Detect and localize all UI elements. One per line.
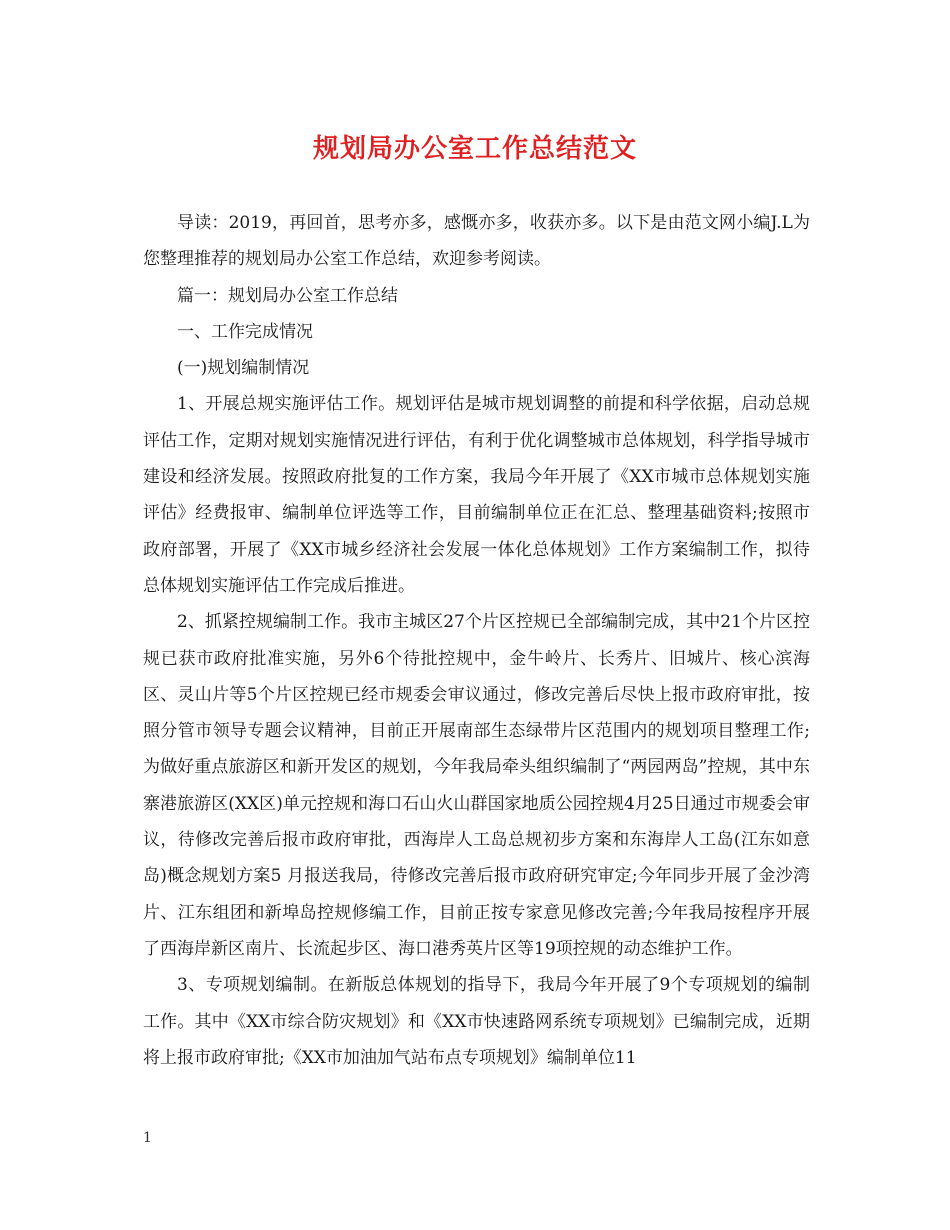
paragraph-item-3: 3、专项规划编制。在新版总体规划的指导下，我局今年开展了9个专项规划的编制工作。其中《XX市综合防灾规划》和《XX市快速路网系统专项规划》已编制完成，近期将上报市政府审批;《XX市加油加气站布点专项规划》编制单位11 [143, 975, 810, 1068]
page-number: 1 [143, 1130, 152, 1146]
paragraph-section-heading: 一、工作完成情况 [177, 321, 313, 342]
paragraph-part-heading: 篇一：规划局办公室工作总结 [177, 285, 398, 306]
document-title: 规划局办公室工作总结范文 [312, 134, 637, 164]
paragraph-item-1: 1、开展总规实施评估工作。规划评估是城市规划调整的前提和科学依据，启动总规评估工作，定期对规划实施情况进行评估，有利于优化调整城市总体规划，科学指导城市建设和经济发展。按照政府批复的工作方案，我局今年开展了《XX市城市总体规划实施评估》经费报审、编制单位评选等工作，目前编制单位正在汇总、整理基础资料;按照市政府部署，开展了《XX市城乡经济社会发展一体化总体规划》工作方案编制工作，拟待总体规划实施评估工作完成后推进。 [143, 394, 810, 596]
paragraph-subsection-heading: (一)规划编制情况 [177, 358, 310, 379]
document-body [143, 205, 810, 1076]
paragraph-item-2: 2、抓紧控规编制工作。我市主城区27个片区控规已全部编制完成，其中21个片区控规已获市政府批准实施，另外6个待批控规中，金牛岭片、长秀片、旧城片、核心滨海区、灵山片等5个片区控规已经市规委会审议通过，修改完善后尽快上报市政府审批，按照分管市领导专题会议精神，目前正开展南部生态绿带片区范围内的规划项目整理工作;为做好重点旅游区和新开发区的规划，今年我局牵头组织编制了“两园两岛”控规，其中东寨港旅游区(XX区)单元控规和海口石山火山群国家地质公园控规4月25日通过市规委会审议，待修改完善后报市政府审批，西海岸人工岛总规初步方案和东海岸人工岛(江东如意岛)概念规划方案5 月报送我局，待修改完善后报市政府研究审定;今年同步开展了金沙湾片、江东组团和新埠岛控规修编工作，目前正按专家意见修改完善;今年我局按程序开展了西海岸新区南片、长流起步区、海口港秀英片区等19项控规的动态维护工作。 [143, 612, 810, 959]
paragraph-intro: 导读：2019，再回首，思考亦多，感慨亦多，收获亦多。以下是由范文网小编J.L为您整理推荐的规划局办公室工作总结，欢迎参考阅读。 [143, 213, 810, 270]
